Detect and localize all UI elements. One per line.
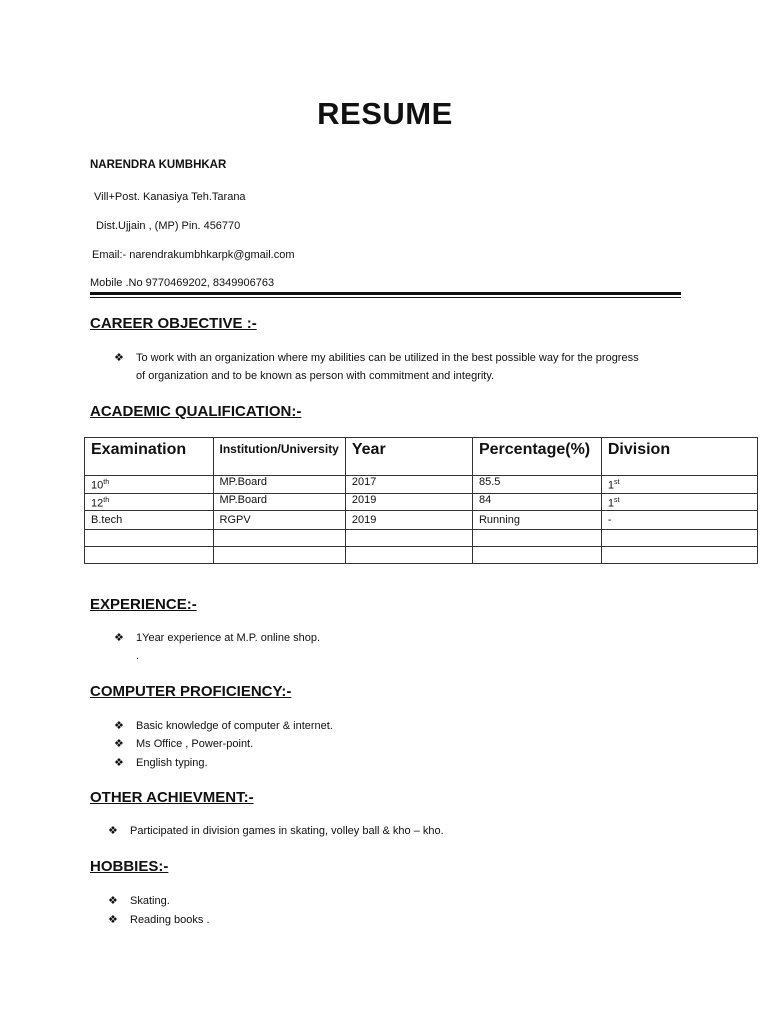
address-line-2: Dist.Ujjain , (MP) Pin. 456770 (96, 220, 241, 232)
hobby-item: Reading books . (130, 914, 210, 926)
column-header: Percentage(%) (472, 438, 601, 476)
table-cell: 1st (601, 493, 757, 511)
resume-title: RESUME (317, 96, 453, 131)
column-header: Institution/University (213, 438, 345, 476)
table-cell: MP.Board (213, 493, 345, 511)
column-header: Division (601, 438, 757, 476)
academic-table (84, 437, 758, 564)
bullet-icon: ❖ (114, 632, 124, 644)
career-objective-text-1: To work with an organization where my abilities can be utilized in the best possible way for the progress (136, 352, 639, 364)
career-objective-text-2: of organization and to be known as person with commitment and integrity. (136, 370, 495, 382)
table-cell: Running (472, 511, 601, 530)
table-cell: - (601, 511, 757, 530)
column-header: Year (345, 438, 472, 476)
table-row (85, 511, 758, 530)
bullet-icon: ❖ (114, 757, 124, 769)
address-line-1: Vill+Post. Kanasiya Teh.Tarana (94, 191, 246, 203)
table-cell: 12th (85, 493, 214, 511)
table-cell: 2019 (345, 493, 472, 511)
table-header-row (85, 438, 758, 476)
mobile-line: Mobile .No 9770469202, 8349906763 (90, 277, 275, 289)
achievement-item: Participated in division games in skating, volley ball & kho – kho. (130, 825, 444, 837)
experience-heading: EXPERIENCE:- (90, 596, 197, 613)
bullet-icon: ❖ (114, 720, 124, 732)
academic-heading: ACADEMIC QUALIFICATION:- (90, 403, 302, 420)
candidate-name: NARENDRA KUMBHKAR (90, 159, 227, 171)
computer-item: Ms Office , Power-point. (136, 738, 254, 750)
bullet-icon: ❖ (114, 738, 124, 750)
table-cell: B.tech (85, 511, 214, 530)
table-row (85, 476, 758, 494)
hobby-item: Skating. (130, 895, 170, 907)
computer-item: English typing. (136, 757, 208, 769)
table-row (85, 493, 758, 511)
column-header: Examination (85, 438, 214, 476)
bullet-icon: ❖ (114, 352, 124, 364)
experience-item: 1Year experience at M.P. online shop. (136, 632, 321, 644)
email-line: Email:- narendrakumbhkarpk@gmail.com (92, 249, 295, 261)
table-cell: 1st (601, 476, 757, 494)
bullet-icon: ❖ (108, 914, 118, 926)
bullet-icon: ❖ (108, 825, 118, 837)
hobbies-heading: HOBBIES:- (90, 858, 169, 875)
table-cell: 2017 (345, 476, 472, 494)
table-cell: MP.Board (213, 476, 345, 494)
table-cell: 85.5 (472, 476, 601, 494)
table-row-empty (85, 530, 758, 547)
experience-trailing-dot: . (136, 650, 140, 662)
career-objective-heading: CAREER OBJECTIVE :- (90, 315, 257, 332)
table-row-empty (85, 547, 758, 564)
table-cell: 10th (85, 476, 214, 494)
header-divider-thick (90, 292, 681, 295)
table-cell: RGPV (213, 511, 345, 530)
bullet-icon: ❖ (108, 895, 118, 907)
computer-proficiency-heading: COMPUTER PROFICIENCY:- (90, 683, 292, 700)
header-divider-thin (90, 297, 681, 298)
other-achievement-heading: OTHER ACHIEVMENT:- (90, 789, 254, 806)
table-cell: 84 (472, 493, 601, 511)
computer-item: Basic knowledge of computer & internet. (136, 720, 333, 732)
table-cell: 2019 (345, 511, 472, 530)
